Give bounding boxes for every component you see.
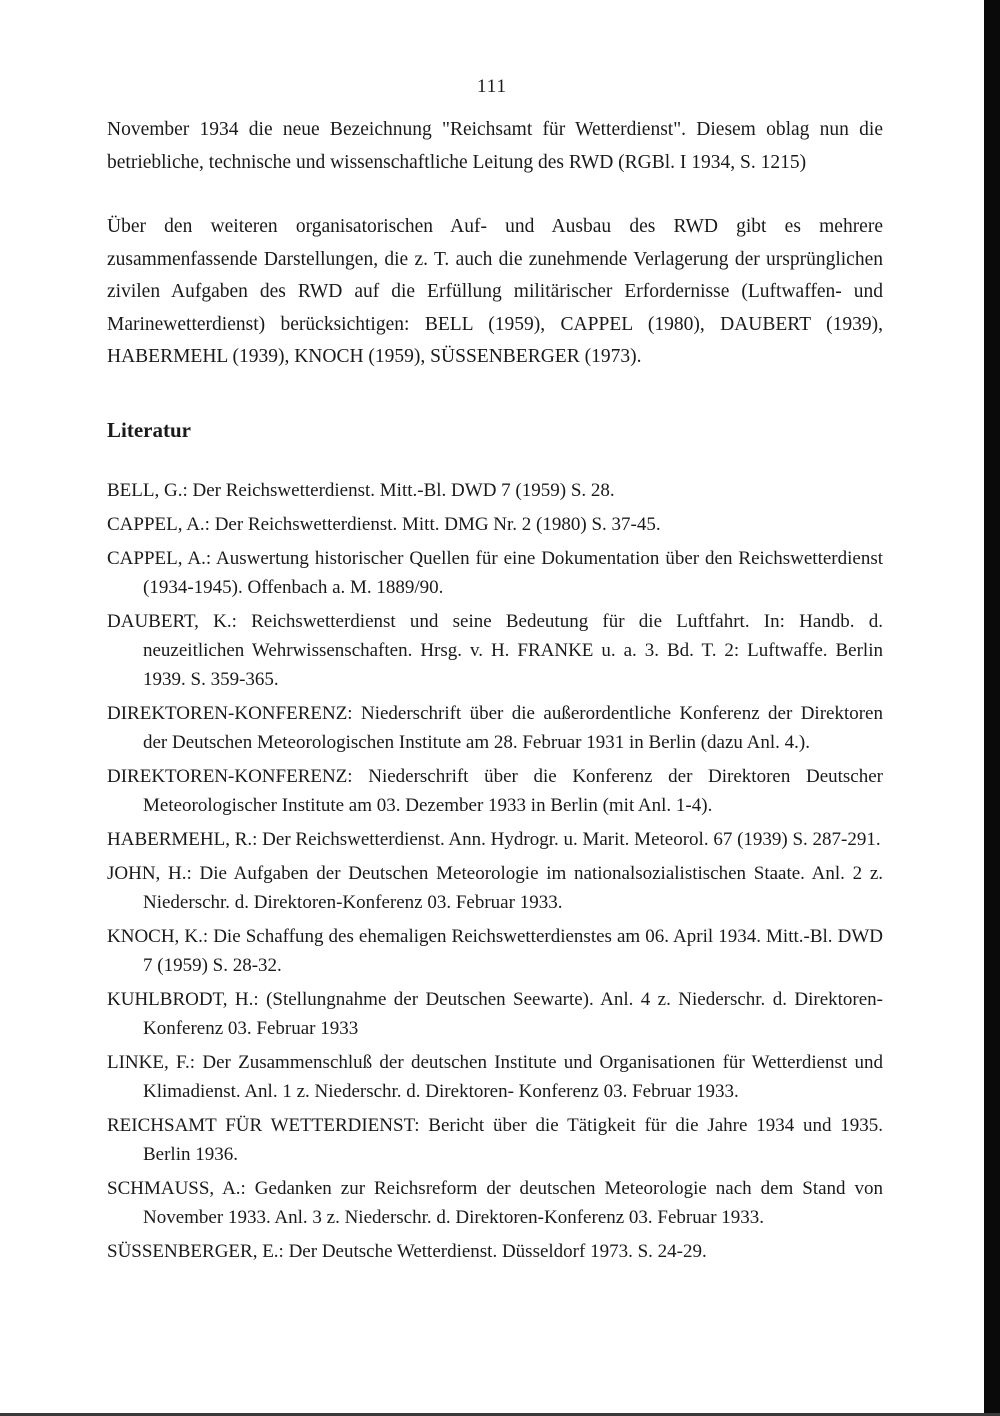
reference-item: DIREKTOREN-KONFERENZ: Niederschrift über die außerordentliche Konferenz der Direktoren der Deutschen Meteorologischen Institute am 28. Februar 1931 in Berlin (dazu Anl. 4.). (107, 702, 883, 753)
page-content (107, 114, 883, 1271)
reference-item: KUHLBRODT, H.: (Stellungnahme der Deutschen Seewarte). Anl. 4 z. Niederschr. d. Direktoren-Konferenz 03. Februar 1933 (107, 988, 883, 1039)
reference-item: KNOCH, K.: Die Schaffung des ehemaligen Reichswetterdienstes am 06. April 1934. Mitt.-Bl. DWD 7 (1959) S. 28-32. (107, 925, 883, 976)
reference-list (107, 476, 883, 1266)
literature-heading: Literatur (107, 417, 191, 442)
reference-item: SÜSSENBERGER, E.: Der Deutsche Wetterdienst. Düsseldorf 1973. S. 24-29. (107, 1240, 707, 1262)
reference-item: HABERMEHL, R.: Der Reichswetterdienst. Ann. Hydrogr. u. Marit. Meteorol. 67 (1939) S. 287-291. (107, 828, 881, 850)
reference-item: JOHN, H.: Die Aufgaben der Deutschen Meteorologie im nationalsozialistischen Staate. Anl. 2 z. Niederschr. d. Direktoren-Konferenz 03. Februar 1933. (107, 862, 883, 913)
reference-item: CAPPEL, A.: Der Reichswetterdienst. Mitt. DMG Nr. 2 (1980) S. 37-45. (107, 513, 661, 535)
reference-item: DIREKTOREN-KONFERENZ: Niederschrift über die Konferenz der Direktoren Deutscher Meteorologischer Institute am 03. Dezember 1933 in Berlin (mit Anl. 1-4). (107, 765, 883, 816)
reference-item: CAPPEL, A.: Auswertung historischer Quellen für eine Dokumentation über den Reichswetterdienst (1934-1945). Offenbach a. M. 1889/90. (107, 547, 883, 598)
page-number: 111 (476, 76, 508, 97)
scan-border-right (984, 0, 1000, 1416)
reference-item: SCHMAUSS, A.: Gedanken zur Reichsreform der deutschen Meteorologie nach dem Stand von November 1933. Anl. 3 z. Niederschr. d. Direktoren-Konferenz 03. Februar 1933. (107, 1177, 883, 1228)
reference-item: REICHSAMT FÜR WETTERDIENST: Bericht über die Tätigkeit für die Jahre 1934 und 1935. Berlin 1936. (107, 1114, 883, 1165)
reference-item: DAUBERT, K.: Reichswetterdienst und seine Bedeutung für die Luftfahrt. In: Handb. d. neuzeitlichen Wehrwissenschaften. Hrsg. v. H. FRANKE u. a. 3. Bd. T. 2: Luftwaffe. Berlin 1939. S. 359-365. (107, 610, 883, 690)
reference-item: LINKE, F.: Der Zusammenschluß der deutschen Institute und Organisationen für Wetterdienst und Klimadienst. Anl. 1 z. Niederschr. d. Direktoren- Konferenz 03. Februar 1933. (107, 1051, 883, 1102)
body-paragraph-1: November 1934 die neue Bezeichnung "Reichsamt für Wetterdienst". Diesem oblag nun die betriebliche, technische und wissenschaftliche Leitung des RWD (RGBl. I 1934, S. 1215) (107, 119, 883, 173)
body-paragraph-2: Über den weiteren organisatorischen Auf- und Ausbau des RWD gibt es mehrere zusammenfassende Darstellungen, die z. T. auch die zunehmende Verlagerung der ursprünglichen zivilen Aufgaben des RWD auf die Erfüllung militärischer Erfordernisse (Luftwaffen- und Marinewetterdienst) berücksichtigen: BELL (1959), CAPPEL (1980), DAUBERT (1939), HABERMEHL (1939), KNOCH (1959), SÜSSENBERGER (1973). (107, 216, 883, 367)
reference-item: BELL, G.: Der Reichswetterdienst. Mitt.-Bl. DWD 7 (1959) S. 28. (107, 479, 615, 501)
